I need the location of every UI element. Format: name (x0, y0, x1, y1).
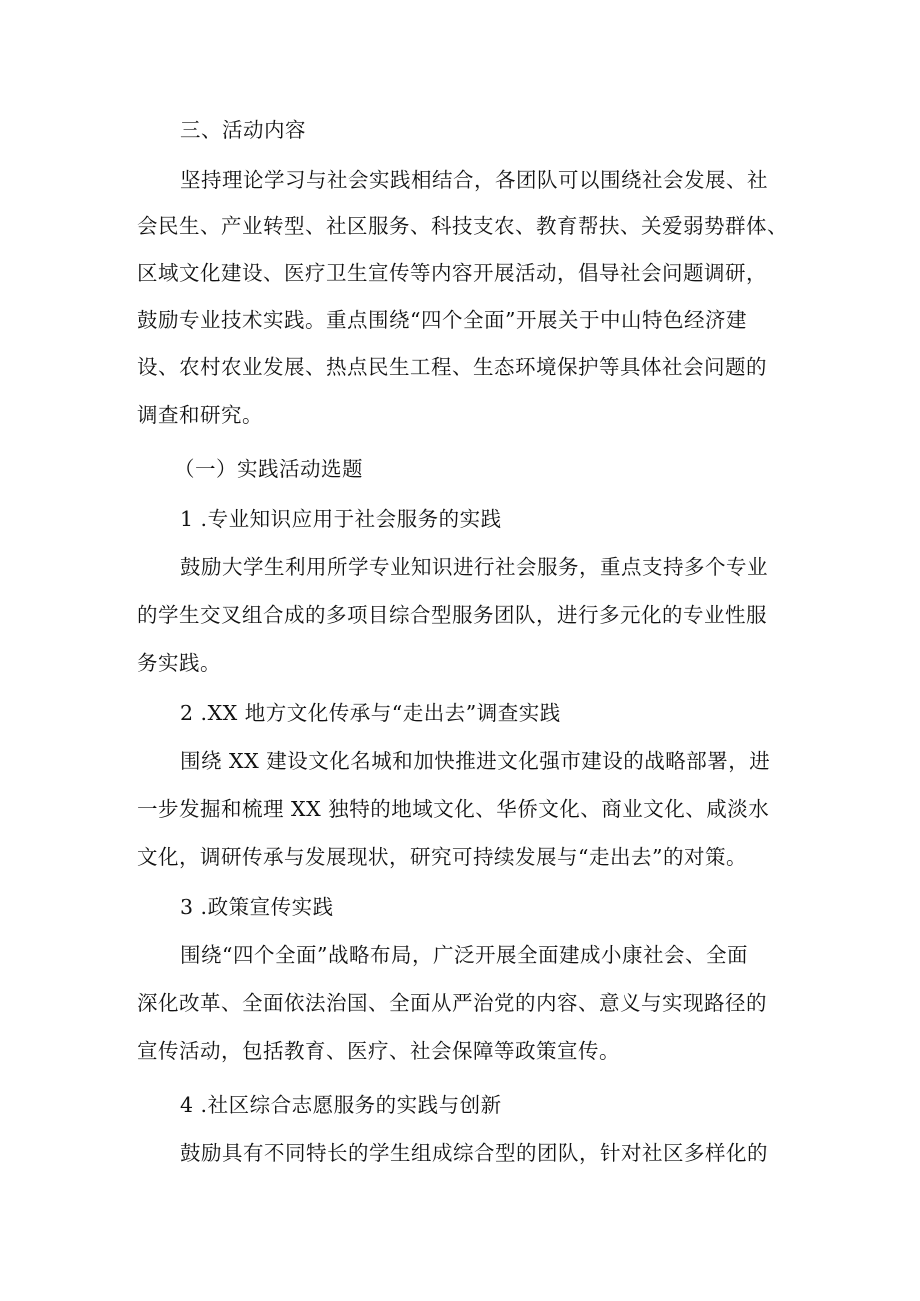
paragraph-line: 深化改革、全面依法治国、全面从严治党的内容、意义与实现路径的 (137, 991, 767, 1015)
topic-heading-1: 1 .专业知识应用于社会服务的实践 (180, 507, 502, 531)
paragraph-line: 一步发掘和梳理 XX 独特的地域文化、华侨文化、商业文化、咸淡水 (137, 797, 770, 821)
section-heading-activity-content: 三、活动内容 (180, 118, 306, 142)
paragraph-line: 务实践。 (137, 651, 221, 675)
paragraph-line: 鼓励专业技术实践。重点围绕“四个全面”开展关于中山特色经济建 (137, 308, 747, 332)
topic-heading-2: 2 .XX 地方文化传承与“走出去”调查实践 (180, 701, 561, 725)
topic-heading-3: 3 .政策宣传实践 (180, 895, 334, 919)
paragraph-line: 区域文化建设、医疗卫生宣传等内容开展活动，倡导社会问题调研， (137, 261, 767, 285)
subsection-heading-topics: （一）实践活动选题 (174, 457, 363, 481)
paragraph-line: 坚持理论学习与社会实践相结合，各团队可以围绕社会发展、社 (180, 168, 768, 192)
paragraph-line: 围绕“四个全面”战略布局，广泛开展全面建成小康社会、全面 (180, 943, 748, 967)
topic-heading-4: 4 .社区综合志愿服务的实践与创新 (180, 1093, 502, 1117)
paragraph-line: 鼓励大学生利用所学专业知识进行社会服务，重点支持多个专业 (180, 555, 768, 579)
paragraph-line: 调查和研究。 (137, 403, 263, 427)
paragraph-line: 鼓励具有不同特长的学生组成综合型的团队，针对社区多样化的 (180, 1141, 768, 1165)
paragraph-line: 的学生交叉组合成的多项目综合型服务团队，进行多元化的专业性服 (137, 603, 767, 627)
paragraph-line: 围绕 XX 建设文化名城和加快推进文化强市建设的战略部署，进 (180, 749, 771, 773)
paragraph-line: 文化，调研传承与发展现状，研究可持续发展与“走出去”的对策。 (137, 845, 747, 869)
paragraph-line: 设、农村农业发展、热点民生工程、生态环境保护等具体社会问题的 (137, 355, 767, 379)
paragraph-line: 宣传活动，包括教育、医疗、社会保障等政策宣传。 (137, 1039, 620, 1063)
paragraph-line: 会民生、产业转型、社区服务、科技支农、教育帮扶、关爱弱势群体、 (137, 214, 788, 238)
